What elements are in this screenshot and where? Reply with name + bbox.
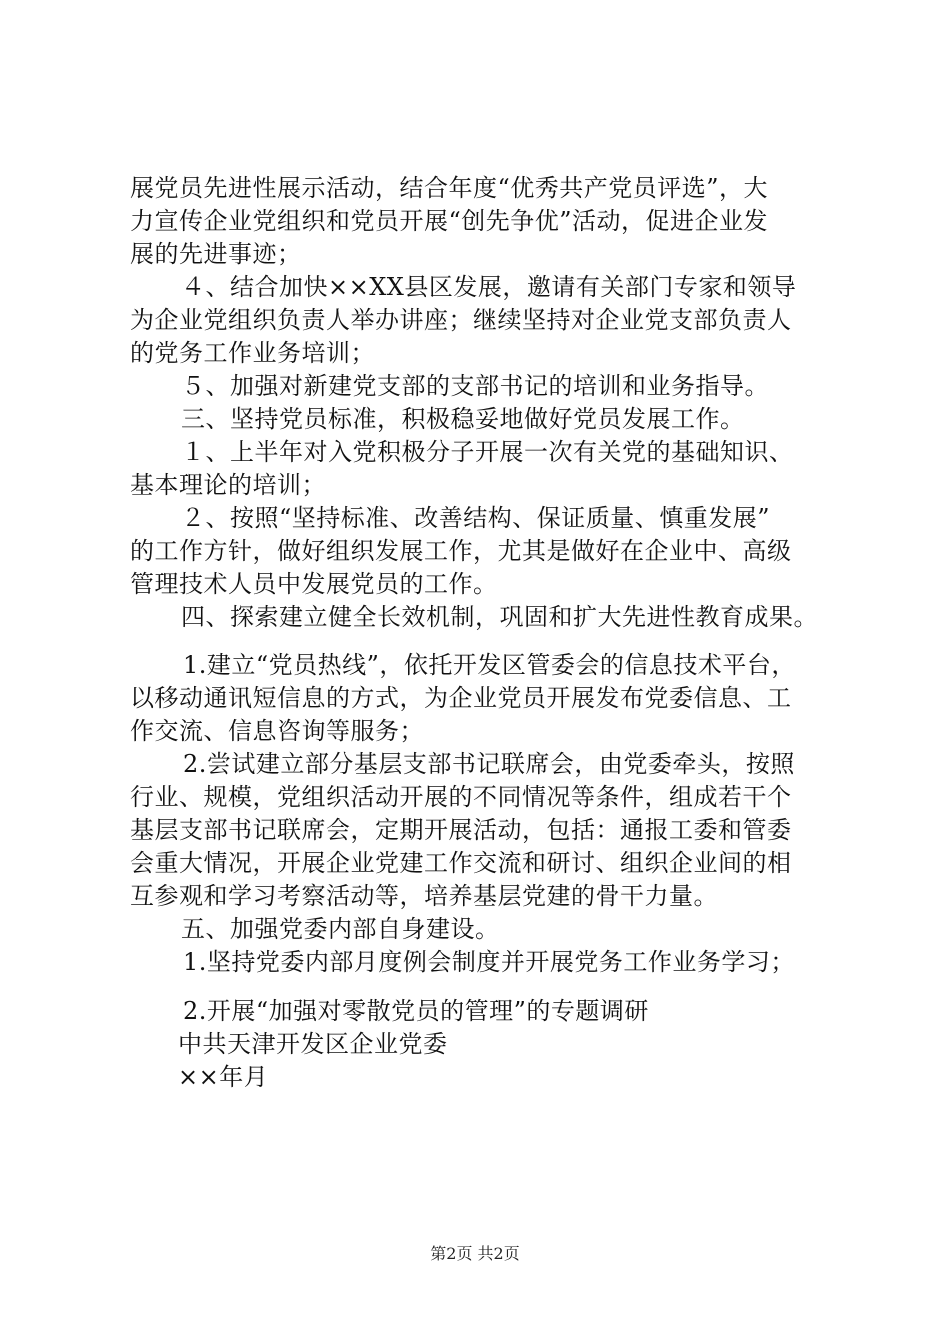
text-line: 基层支部书记联席会，定期开展活动，包括：通报工委和管委 bbox=[130, 816, 792, 844]
text-line: 展党员先进性展示活动，结合年度“优秀共产党员评选”，大 bbox=[130, 174, 769, 202]
text-line: 力宣传企业党组织和党员开展“创先争优”活动，促进企业发 bbox=[130, 207, 769, 235]
text-line: 1.建立“党员热线”，依托开发区管委会的信息技术平台， bbox=[183, 651, 796, 679]
text-line: 互参观和学习考察活动等，培养基层党建的骨干力量。 bbox=[130, 882, 718, 910]
text-line: 1.坚持党委内部月度例会制度并开展党务工作业务学习； bbox=[183, 948, 795, 976]
text-line: 为企业党组织负责人举办讲座；继续坚持对企业党支部负责人 bbox=[130, 306, 792, 334]
text-line: 的工作方针，做好组织发展工作，尤其是做好在企业中、高级 bbox=[130, 537, 792, 565]
text-line: 展的先进事迹； bbox=[130, 240, 302, 268]
section-heading: 三、坚持党员标准，积极稳妥地做好党员发展工作。 bbox=[181, 405, 745, 433]
text-line: 2.尝试建立部分基层支部书记联席会，由党委牵头，按照 bbox=[183, 750, 795, 778]
text-line: １、上半年对入党积极分子开展一次有关党的基础知识、 bbox=[181, 438, 794, 466]
text-line: 管理技术人员中发展党员的工作。 bbox=[130, 570, 498, 598]
text-line: ５、加强对新建党支部的支部书记的培训和业务指导。 bbox=[181, 372, 769, 400]
text-line: 作交流、信息咨询等服务； bbox=[130, 717, 424, 745]
text-line: 会重大情况，开展企业党建工作交流和研讨、组织企业间的相 bbox=[130, 849, 792, 877]
section-heading: 四、探索建立健全长效机制，巩固和扩大先进性教育成果。 bbox=[181, 603, 818, 631]
text-line: 基本理论的培训； bbox=[130, 471, 326, 499]
signature-date: ××年月 bbox=[178, 1063, 269, 1091]
section-heading: 五、加强党委内部自身建设。 bbox=[181, 915, 500, 943]
text-line: 2.开展“加强对零散党员的管理”的专题调研 bbox=[183, 997, 649, 1025]
text-line: 以移动通讯短信息的方式，为企业党员开展发布党委信息、工 bbox=[130, 684, 792, 712]
text-line: 行业、规模，党组织活动开展的不同情况等条件，组成若干个 bbox=[130, 783, 792, 811]
page-number-footer: 第2页 共2页 bbox=[430, 1244, 520, 1263]
text-line: 的党务工作业务培训； bbox=[130, 339, 375, 367]
text-line: ２、按照“坚持标准、改善结构、保证质量、慎重发展” bbox=[181, 504, 771, 532]
text-line: ４、结合加快××XX县区发展，邀请有关部门专家和领导 bbox=[181, 273, 797, 301]
signature-organization: 中共天津开发区企业党委 bbox=[178, 1030, 448, 1058]
